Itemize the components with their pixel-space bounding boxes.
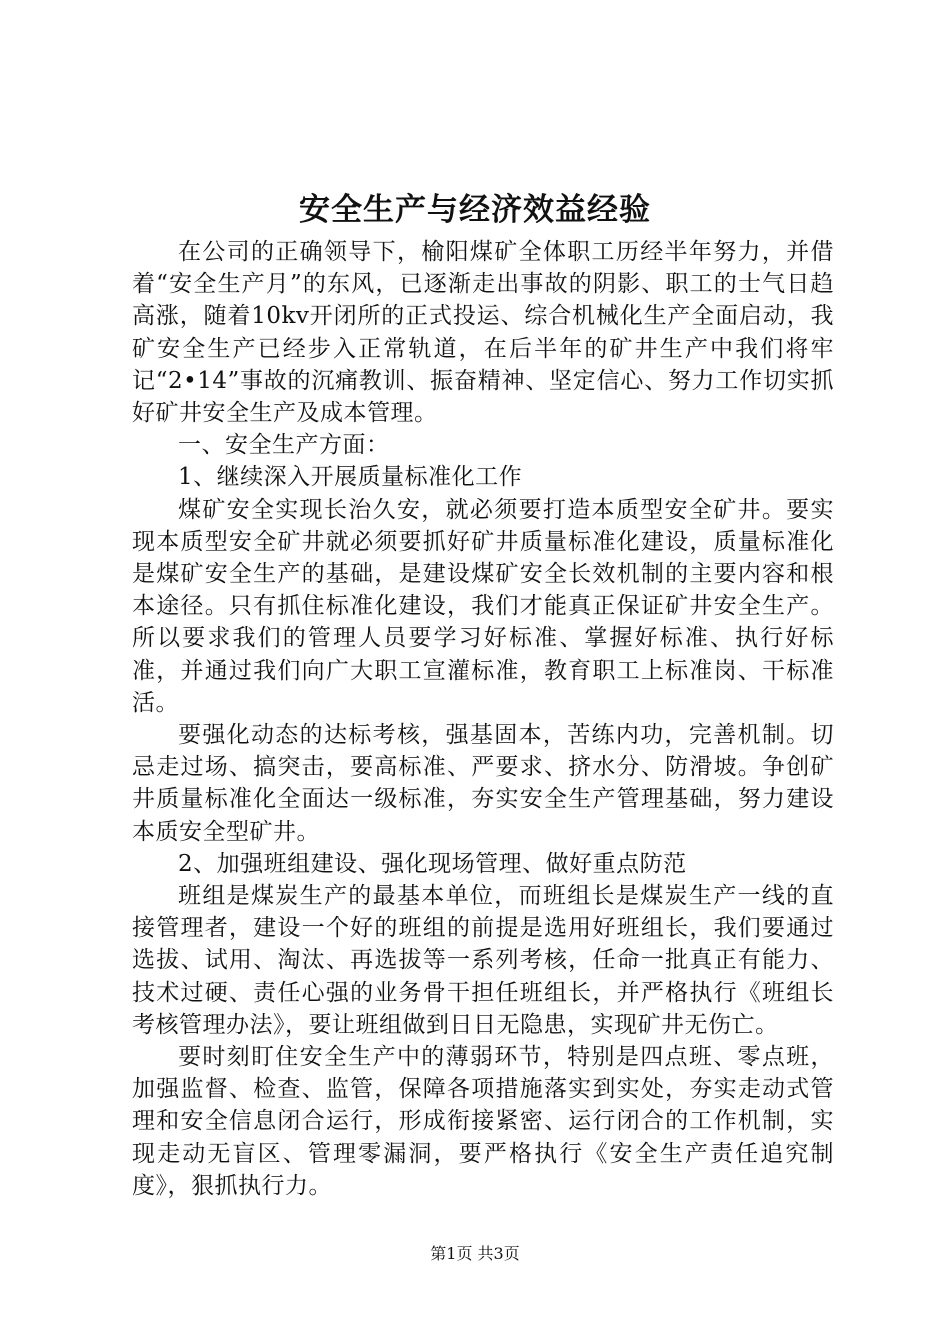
subheading-quality-standardization: 1、继续深入开展质量标准化工作 <box>178 464 523 491</box>
subheading-team-building: 2、加强班组建设、强化现场管理、做好重点防范 <box>178 850 687 877</box>
section-heading-safety: 一、安全生产方面： <box>178 432 390 459</box>
document-title: 安全生产与经济效益经验 <box>299 192 651 228</box>
document-body <box>132 236 834 1202</box>
page-indicator: 第1页 共3页 <box>430 1244 520 1263</box>
paragraph-weak-links: 要时刻盯住安全生产中的薄弱环节，特别是四点班、零点班，加强监督、检查、监管，保障各项措施落实到实处，夯实走动式管理和安全信息闭合运行，形成衔接紧密、运行闭合的工作机制，实现走动无盲区、管理零漏洞，要严格执行《安全生产责任追究制度》，狠抓执行力。 <box>132 1044 834 1199</box>
paragraph-dynamic-assessment: 要强化动态的达标考核，强基固本，苦练内功，完善机制。切忌走过场、搞突击，要高标准、严要求、挤水分、防滑坡。争创矿井质量标准化全面达一级标准，夯实安全生产管理基础，努力建设本质安全型矿井。 <box>132 722 834 845</box>
paragraph-quality-standardization: 煤矿安全实现长治久安，就必须要打造本质型安全矿井。要实现本质型安全矿井就必须要抓好矿井质量标准化建设，质量标准化是煤矿安全生产的基础，是建设煤矿安全长效机制的主要内容和根本途径。只有抓住标准化建设，我们才能真正保证矿井安全生产。所以要求我们的管理人员要学习好标准、掌握好标准、执行好标准，并通过我们向广大职工宣灌标准，教育职工上标准岗、干标准活。 <box>132 496 834 716</box>
page-footer <box>0 1243 950 1265</box>
paragraph-team-leaders: 班组是煤炭生产的最基本单位，而班组长是煤炭生产一线的直接管理者，建设一个好的班组的前提是选用好班组长，我们要通过选拔、试用、淘汰、再选拔等一系列考核，任命一批真正有能力、技术过硬、责任心强的业务骨干担任班组长，并严格执行《班组长考核管理办法》，要让班组做到日日无隐患，实现矿井无伤亡。 <box>132 883 834 1038</box>
paragraph-intro: 在公司的正确领导下，榆阳煤矿全体职工历经半年努力，并借着“安全生产月”的东风，已逐渐走出事故的阴影、职工的士气日趋高涨，随着10kv开闭所的正式投运、综合机械化生产全面启动，我矿安全生产已经步入正常轨道，在后半年的矿井生产中我们将牢记“2•14”事故的沉痛教训、振奋精神、坚定信心、努力工作切实抓好矿井安全生产及成本管理。 <box>132 239 834 427</box>
